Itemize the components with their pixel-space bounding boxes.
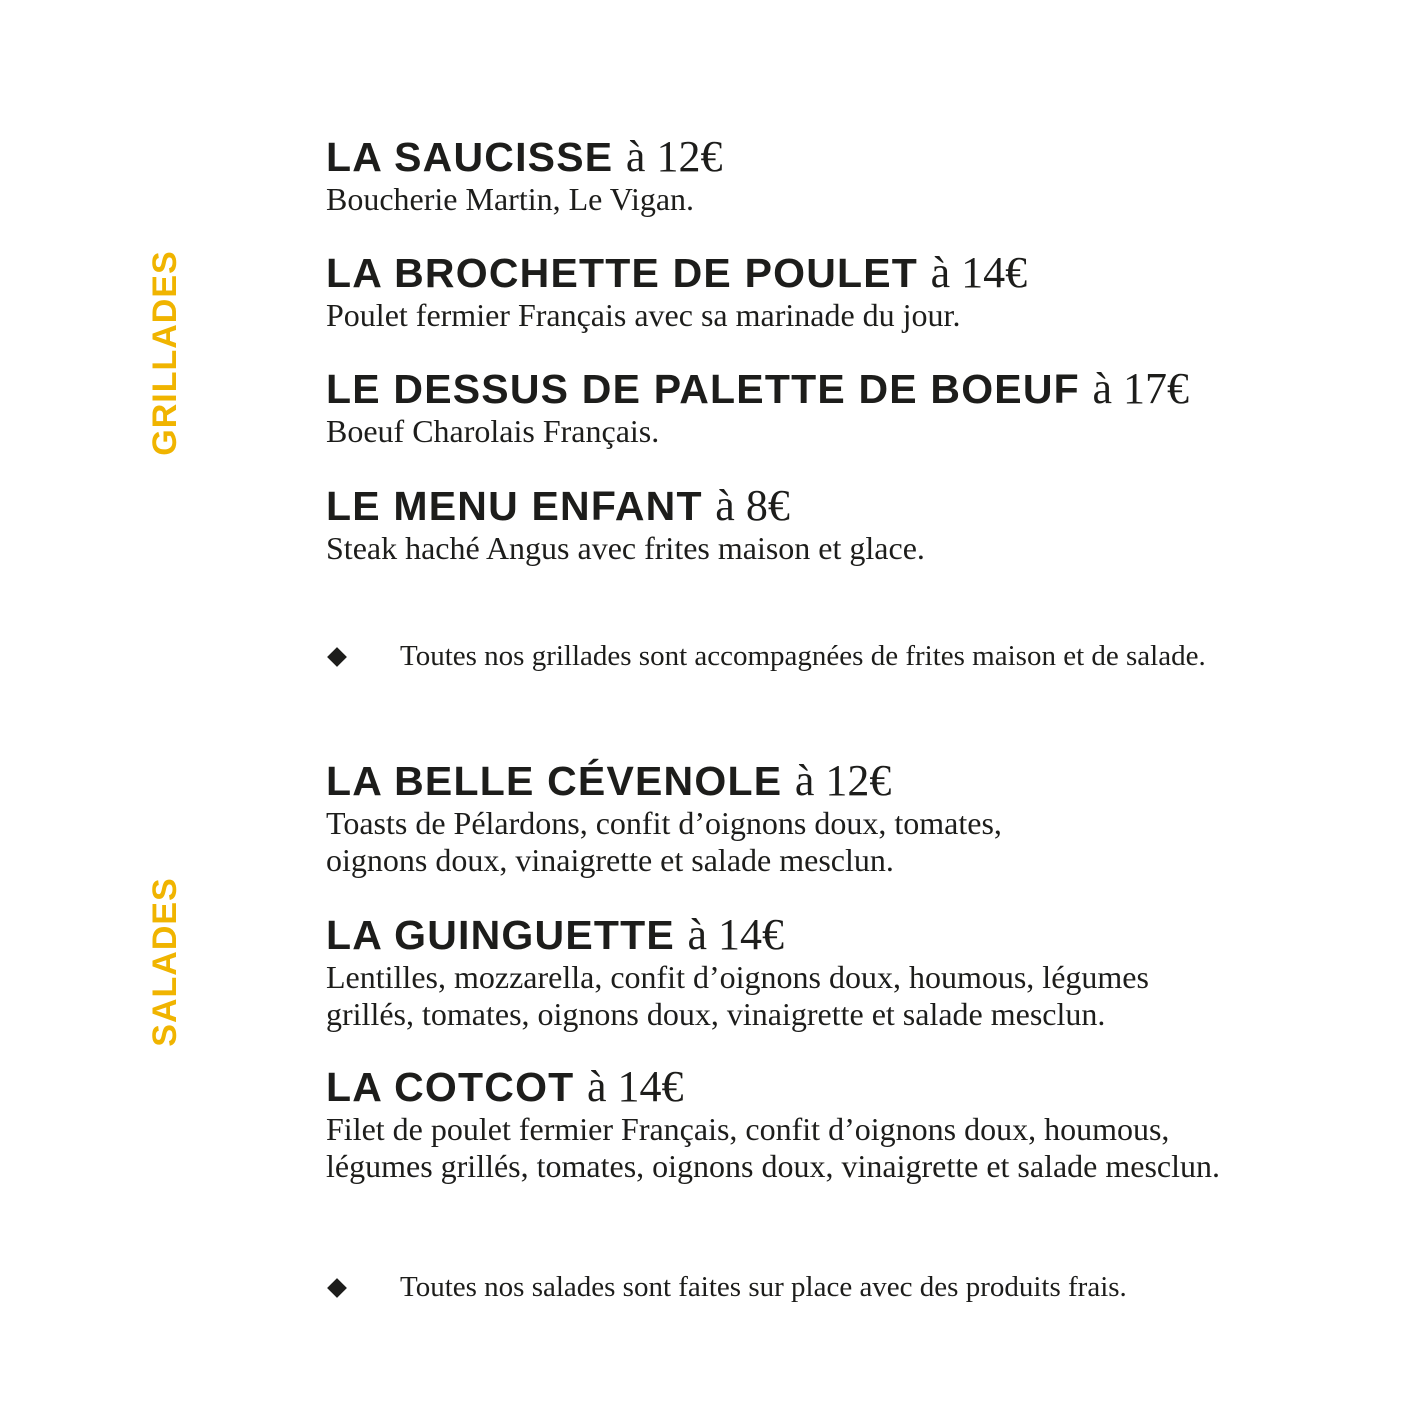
item-desc: Poulet fermier Français avec sa marinade du jour. <box>326 297 961 333</box>
item-price: à 14€ <box>930 248 1028 297</box>
menu-item <box>326 481 925 567</box>
item-name: LE DESSUS DE PALETTE DE BOEUF <box>326 366 1080 412</box>
item-desc <box>326 805 1002 879</box>
diamond-bullet-icon <box>327 1278 347 1298</box>
grillades-note <box>325 640 1206 673</box>
item-name: LA GUINGUETTE <box>326 912 675 958</box>
desc-line: Lentilles, mozzarella, confit d’oignons doux, houmous, légumes <box>326 959 1149 995</box>
note-text: Toutes nos salades sont faites sur place avec des produits frais. <box>400 1271 1127 1303</box>
menu-item <box>326 132 723 218</box>
item-desc <box>326 959 1149 1033</box>
item-name: LE MENU ENFANT <box>326 483 703 529</box>
item-name: LA BROCHETTE DE POULET <box>326 250 919 296</box>
item-name: LA SAUCISSE <box>326 134 614 180</box>
menu-item <box>326 756 1002 879</box>
item-price: à 12€ <box>794 756 892 805</box>
item-price: à 8€ <box>715 481 790 530</box>
item-price: à 12€ <box>625 132 723 181</box>
section-label-salades: SALADES <box>146 877 184 1047</box>
item-desc: Steak haché Angus avec frites maison et glace. <box>326 530 925 566</box>
item-name: LA COTCOT <box>326 1064 575 1110</box>
note-text: Toutes nos grillades sont accompagnées de frites maison et de salade. <box>400 640 1206 672</box>
desc-line: légumes grillés, tomates, oignons doux, vinaigrette et salade mesclun. <box>326 1148 1221 1184</box>
menu-item <box>326 248 1028 334</box>
desc-line: grillés, tomates, oignons doux, vinaigrette et salade mesclun. <box>326 996 1106 1032</box>
desc-line: Filet de poulet fermier Français, confit d’oignons doux, houmous, <box>326 1111 1170 1147</box>
item-price: à 14€ <box>587 1062 684 1111</box>
desc-line: Toasts de Pélardons, confit d’oignons doux, tomates, <box>326 805 1002 841</box>
menu-item <box>326 910 1149 1033</box>
diamond-bullet-icon <box>327 647 347 667</box>
menu-item <box>326 364 1190 450</box>
item-price: à 17€ <box>1092 364 1190 413</box>
desc-line: oignons doux, vinaigrette et salade mesclun. <box>326 842 894 878</box>
menu-item <box>326 1062 1221 1185</box>
salades-note <box>325 1271 1127 1304</box>
item-price: à 14€ <box>687 910 785 959</box>
item-desc <box>326 1111 1220 1185</box>
item-name: LA BELLE CÉVENOLE <box>326 758 783 804</box>
item-desc: Boeuf Charolais Français. <box>326 413 660 449</box>
section-label-grillades: GRILLADES <box>146 250 184 456</box>
item-desc: Boucherie Martin, Le Vigan. <box>326 181 695 217</box>
